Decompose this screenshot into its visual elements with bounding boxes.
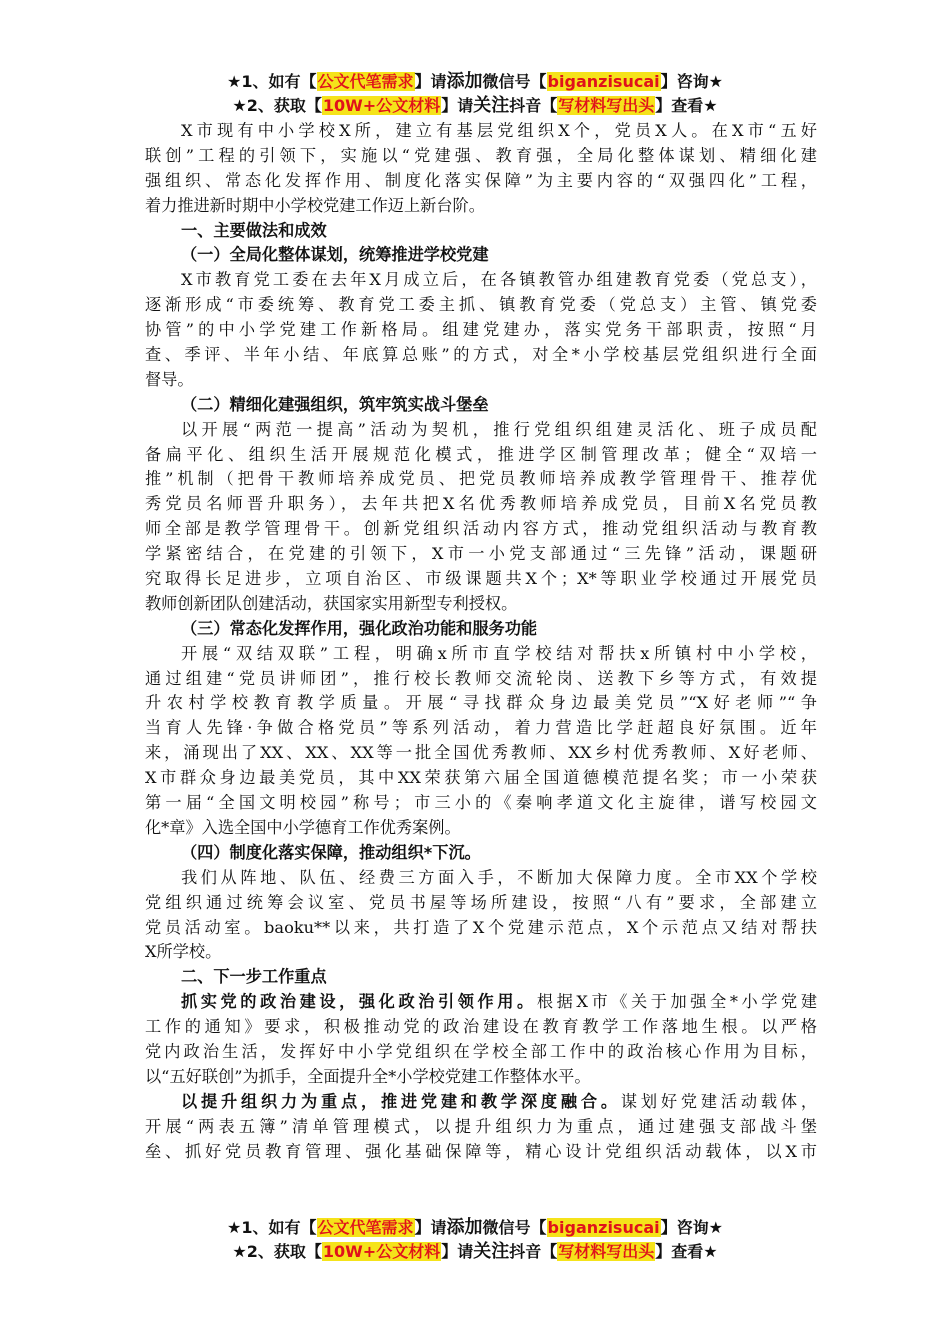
promo-highlight: 10W+公文材料: [322, 96, 441, 115]
section-heading: （四）制度化落实保障，推动组织*下沉。: [181, 842, 481, 862]
text-line: 教师创新团队创建活动，获国家实用新型专利授权。: [145, 593, 518, 613]
promo-douyin-id: 写材料写出头: [558, 1242, 655, 1261]
text-line: 我们从阵地、队伍、经费三方面入手，不断加大保障力度。全市XX个学校: [181, 867, 817, 887]
text-line: 当育人先锋·争做合格党员”等系列活动，着力营造比学赶超良好氛围。近年: [145, 718, 817, 738]
text-line: 着力推进新时期中小学校党建工作迈上新台阶。: [145, 195, 485, 215]
lead-sentence: 以提升组织力为重点，推进党建和教学深度融合。: [181, 1091, 621, 1111]
section-heading: 一、主要做法和成效: [181, 220, 327, 240]
text-line: 以“五好联创”为抓手，全面提升全*小学校党建工作整体水平。: [145, 1066, 591, 1086]
text-line: 究取得长足进步，立项自治区、市级课题共X个；X*等职业学校通过开展党员: [145, 569, 817, 589]
promo-wechat-id: biganzisucai: [547, 1218, 660, 1237]
text-line: 协管”的中小学党建工作新格局。组建党建办，落实党务干部职责，按照“月: [145, 320, 817, 340]
promo-highlight: 公文代笔需求: [317, 1218, 414, 1237]
text-line: 备扁平化、组织生活开展规范化模式，推进学区制管理改革；健全“双培一: [145, 444, 817, 464]
text-line: X市现有中小学校X所，建立有基层党组织X个，党员X人。在X市“五好: [181, 121, 817, 140]
text-line: 开展“双结双联”工程，明确x所市直学校结对帮扶x所镇村中小学校，: [181, 643, 817, 663]
text-line: X市教育党工委在去年X月成立后，在各镇教管办组建教育党委（党总支），: [181, 270, 817, 290]
lead-sentence: 抓实党的政治建设，强化政治引领作用。: [181, 992, 537, 1012]
text-line: 师全部是教学管理骨干。创新党组织活动内容方式，推动党组织活动与教育教: [145, 519, 817, 539]
text-line: 逐渐形成“市委统筹、教育党工委主抓、镇教育党委（党总支）主管、镇党委: [145, 295, 817, 315]
promo-line-1-bottom: ★1、如有【公文代笔需求】请添加微信号【biganzisucai】咨询★: [227, 1217, 723, 1238]
text-line: 督导。: [145, 369, 194, 389]
section-heading: （三）常态化发挥作用，强化政治功能和服务功能: [181, 618, 538, 638]
text-line: 化*章》入选全国中小学德育工作优秀案例。: [145, 817, 461, 837]
text-line: 抓实党的政治建设，强化政治引领作用。根据X市《关于加强全*小学党建: [181, 992, 818, 1012]
text-line: X市群众身边最美党员，其中XX荣获第六届全国道德模范提名奖；市一小荣获: [145, 768, 817, 788]
text-line: 党员活动室。baoku**以来，共打造了X个党建示范点，X个示范点又结对帮扶: [145, 917, 817, 937]
promo-wechat-id: biganzisucai: [547, 72, 660, 91]
text-line: 以开展“两范一提高”活动为契机，推行党组织组建灵活化、班子成员配: [181, 419, 817, 439]
text-line: 通过组建“党员讲师团”，推行校长教师交流轮岗、送教下乡等方式，有效提: [145, 668, 817, 688]
promo-highlight: 10W+公文材料: [322, 1242, 441, 1261]
text-line: 查、季评、半年小结、年底算总账”的方式，对全*小学校基层党组织进行全面: [145, 345, 817, 365]
text-line: 联创”工程的引领下，实施以“党建强、教育强，全局化整体谋划、精细化建: [145, 145, 817, 165]
text-line: 强组织、常态化发挥作用、制度化落实保障”为主要内容的“双强四化”工程，: [145, 170, 817, 190]
promo-douyin-id: 写材料写出头: [558, 96, 655, 115]
section-heading: （二）精细化建强组织，筑牢筑实战斗堡垒: [181, 394, 489, 414]
promo-line-2-top: ★2、获取【10W+公文材料】请关注抖音【写材料写出头】查看★: [232, 95, 718, 116]
text-line: 党组织通过统筹会议室、党员书屋等场所建设，按照“八有”要求，全部建立: [145, 892, 817, 912]
text-line: 学紧密结合，在党建的引领下，X市一小党支部通过“三先锋”活动，课题研: [145, 544, 817, 564]
text-line: 来，涌现出了XX、XX、XX等一批全国优秀教师、XX乡村优秀教师、X好老师、: [145, 743, 817, 763]
text-line: X所学校。: [145, 942, 222, 962]
text-line: 升农村学校教育教学质量。开展“寻找群众身边最美党员”“X好老师”“争: [145, 693, 817, 713]
promo-line-2-bottom: ★2、获取【10W+公文材料】请关注抖音【写材料写出头】查看★: [232, 1241, 718, 1262]
document-body: [145, 119, 817, 1164]
promo-line-1-top: ★1、如有【公文代笔需求】请添加微信号【biganzisucai】咨询★: [227, 71, 723, 92]
text-line: 第一届“全国文明校园”称号；市三小的《秦响孝道文化主旋律，谱写校园文: [145, 793, 817, 813]
text-line: 党内政治生活，发挥好中小学党组织在学校全部工作中的政治核心作用为目标，: [145, 1041, 817, 1061]
text-line: 秀党员名师晋升职务），去年共把X名优秀教师培养成党员，目前X名党员教: [145, 494, 817, 514]
section-heading: 二、下一步工作重点: [181, 967, 327, 987]
promo-highlight: 公文代笔需求: [317, 72, 414, 91]
text-line: 工作的通知》要求，积极推动党的政治建设在教育教学工作落地生根。以严格: [145, 1017, 817, 1037]
text-line: 推”机制（把骨干教师培养成党员、把党员教师培养成教学管理骨干、推荐优: [145, 469, 817, 489]
section-heading: （一）全局化整体谋划，统筹推进学校党建: [181, 245, 489, 265]
text-line: 开展“两表五簿”清单管理模式，以提升组织力为重点，通过建强支部战斗堡: [145, 1116, 817, 1136]
text-line: 以提升组织力为重点，推进党建和教学深度融合。谋划好党建活动载体，: [181, 1091, 818, 1111]
text-line: 垒、抓好党员教育管理、强化基础保障等，精心设计党组织活动载体，以X市: [145, 1141, 817, 1161]
